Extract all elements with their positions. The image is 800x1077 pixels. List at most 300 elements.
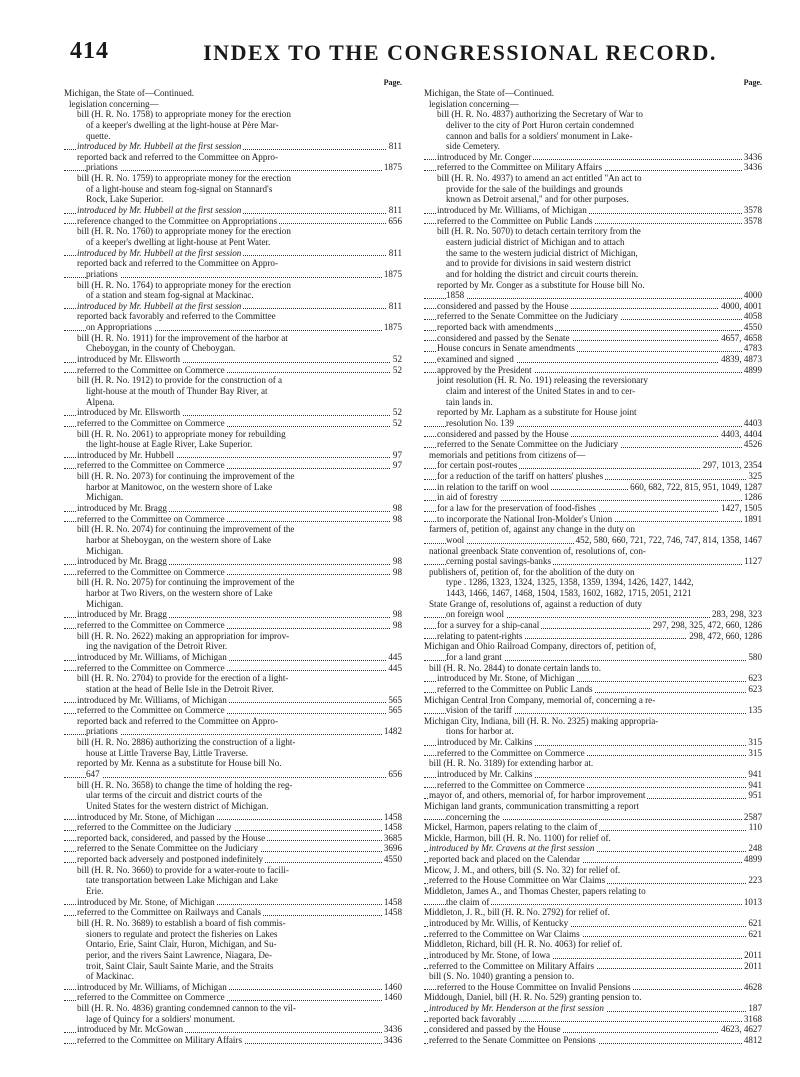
- entry-text: introduced by Mr. Bragg: [77, 556, 167, 567]
- entry-text: introduced by Mr. Hubbell at the first session: [77, 205, 242, 216]
- entry-text: referred to the Senate Committee on Pensions: [429, 1035, 596, 1046]
- page-reference: 3685: [383, 832, 402, 843]
- index-entry: [64, 822, 402, 833]
- index-entry: [64, 237, 402, 248]
- index-entry: [64, 663, 402, 674]
- entry-text: harbor at Two Rivers, on the western shore of Lake: [86, 588, 273, 599]
- index-entry: [64, 875, 402, 886]
- page-reference: 4623, 4627: [721, 1024, 762, 1035]
- index-entry: [424, 780, 762, 791]
- index-entry: [424, 971, 762, 982]
- index-entry: [64, 971, 402, 982]
- index-entry: [424, 663, 762, 674]
- index-entry: [424, 88, 762, 99]
- entry-text: considered and passed by the Senate: [437, 332, 570, 343]
- page-reference: 4526: [743, 439, 762, 450]
- entry-text: Middleton, James A., and Thomas Chester, papers relating to: [424, 886, 646, 897]
- index-entry: [424, 439, 762, 450]
- page-reference: 1286: [743, 492, 762, 503]
- index-entry: [64, 88, 402, 99]
- page-header: [0, 38, 800, 68]
- entry-text: of a station and steam fog-signal at Mackinac.: [86, 290, 254, 301]
- index-entry: [64, 514, 402, 525]
- entry-text: introduced by Mr. Henderson at the first session: [429, 1003, 604, 1014]
- entry-text: referred to the Committee on Railways and Canals: [77, 907, 262, 918]
- entry-text: Rock, Lake Superior.: [86, 194, 164, 205]
- entry-text: bill (H. R. No. 5070) to detach certain territory from the: [437, 226, 641, 237]
- index-entry: [424, 524, 762, 535]
- entry-text: bill (H. R. No. 3189) for extending harbor at.: [429, 758, 594, 769]
- page-reference: 4657, 4658: [721, 332, 762, 343]
- page-reference: 811: [388, 141, 402, 152]
- index-entry: [424, 162, 762, 173]
- entry-text: 1443, 1466, 1467, 1468, 1504, 1583, 1602, 1682, 1715, 2051, 2121: [446, 588, 692, 599]
- index-entry: [64, 194, 402, 205]
- index-entry: [424, 184, 762, 195]
- entry-text: Alpena.: [86, 396, 115, 407]
- entry-text: referred to the House Committee on Invalid Pensions: [437, 981, 631, 992]
- entry-text: bill (H. R. No. 2061) to appropriate money for rebuilding: [77, 428, 286, 439]
- index-entry: [64, 907, 402, 918]
- entry-text: introduced by Mr. Willis, of Kentucky: [429, 917, 569, 928]
- entry-text: bill (H. R. No. 3658) to change the time of holding the reg-: [77, 779, 293, 790]
- page-title: INDEX TO THE CONGRESSIONAL RECORD.: [203, 40, 717, 65]
- page-reference: 297, 298, 325, 472, 660, 1286: [652, 620, 762, 631]
- entry-text: referred to the Committee on Commerce: [77, 566, 225, 577]
- index-entry: [424, 950, 762, 961]
- entry-text: referred to the Senate Committee on the Judiciary: [437, 311, 619, 322]
- entry-text: legislation concerning—: [429, 98, 519, 109]
- entry-text: to incorporate the National Iron-Molder's Union: [437, 513, 613, 524]
- index-entry: [64, 652, 402, 663]
- entry-text: mayor of, and others, memorial of, for harbor improvement: [429, 790, 646, 801]
- index-entry: [64, 397, 402, 408]
- index-entry: [424, 514, 762, 525]
- index-entry: [64, 567, 402, 578]
- entry-text: reported by Mr. Lapham as a substitute for House joint: [437, 407, 637, 418]
- entry-text: 1858: [446, 290, 465, 301]
- index-entry: [64, 482, 402, 493]
- entry-text: referred to the Senate Committee on the Judiciary: [437, 439, 619, 450]
- index-entry: [64, 226, 402, 237]
- page-reference: 1875: [383, 268, 402, 279]
- entry-text: introduced by Mr. Williams, of Michigan: [77, 694, 227, 705]
- index-entry: [64, 556, 402, 567]
- entry-text: reported back favorably and referred to the Committee: [77, 311, 276, 322]
- index-entry: [64, 322, 402, 333]
- index-entry: [64, 173, 402, 184]
- index-entry: [424, 248, 762, 259]
- page-reference: 297, 1013, 2354: [702, 460, 762, 471]
- entry-text: harbor at Sheboygan, on the western shore of Lake: [86, 534, 272, 545]
- index-entry: [64, 471, 402, 482]
- entry-text: Michigan.: [86, 492, 124, 503]
- page-label: Page.: [383, 78, 402, 87]
- entry-text: Michigan, the State of—Continued.: [424, 88, 555, 98]
- index-entry: [424, 460, 762, 471]
- index-entry: [64, 897, 402, 908]
- index-entry: [424, 641, 762, 652]
- entry-text: bill (H. R. No. 1758) to appropriate money for the erection: [77, 109, 291, 120]
- entry-text: bill (H. R. No. 1911) for the improvement of the harbor at: [77, 332, 288, 343]
- index-entry: [424, 109, 762, 120]
- index-entry: [424, 546, 762, 557]
- index-entry: [64, 503, 402, 514]
- index-entry: [424, 833, 762, 844]
- entry-text: bill (H. R. No. 2844) to donate certain lands to.: [429, 662, 601, 673]
- page-reference: 1875: [383, 322, 402, 333]
- entry-text: referred to the Committee on Military Affairs: [429, 960, 594, 971]
- entry-text: the same to the western judicial district of Michigan,: [446, 247, 638, 258]
- entry-text: concerning the: [446, 811, 500, 822]
- entry-text: bill (H. R. No. 1764) to appropriate money for the erection: [77, 279, 291, 290]
- page-reference: 3436: [383, 1035, 402, 1046]
- entry-text: Middleton, J. R., bill (H. R. No. 2792) for relief of.: [424, 907, 610, 918]
- entry-text: Mickle, Harmon, bill (H. R. No. 1100) for relief of.: [424, 832, 611, 843]
- page-reference: 565: [388, 705, 402, 716]
- index-entry: [424, 982, 762, 993]
- entry-text: considered and passed by the House: [429, 1024, 561, 1035]
- entry-text: introduced by Mr. Ellsworth: [77, 354, 181, 365]
- page-reference: 4000, 4001: [721, 300, 762, 311]
- page-reference: 315: [748, 737, 762, 748]
- entry-text: the light-house at Eagle River, Lake Superior.: [86, 439, 253, 450]
- page-reference: 1891: [743, 513, 762, 524]
- entry-text: and for holding the district and circuit courts therein.: [446, 268, 639, 279]
- entry-text: House concurs in Senate amendments: [437, 343, 575, 354]
- entry-text: introduced by Mr. Bragg: [77, 609, 167, 620]
- index-entry: [64, 929, 402, 940]
- index-entry: [64, 705, 402, 716]
- index-column-left: [64, 78, 402, 1046]
- entry-text: claim and interest of the United States in and to cer-: [446, 385, 636, 396]
- index-entry: [424, 131, 762, 142]
- entry-text: referred to the Committee on Military Affairs: [77, 1035, 242, 1046]
- index-entry: [64, 280, 402, 291]
- page-reference: 656: [388, 215, 402, 226]
- entry-text: for certain post-routes: [437, 460, 518, 471]
- index-entry: [424, 418, 762, 429]
- page-reference: 621: [748, 928, 762, 939]
- index-entry: [64, 961, 402, 972]
- entry-text: referred to the Committee on Commerce: [77, 992, 225, 1003]
- entry-text: reported by Mr. Conger as a substitute for House bill No.: [437, 279, 645, 290]
- index-entry: [64, 152, 402, 163]
- index-entry: [64, 641, 402, 652]
- index-entry: [64, 535, 402, 546]
- index-entry: [64, 365, 402, 376]
- index-entry: [424, 194, 762, 205]
- page-reference: 4899: [743, 364, 762, 375]
- index-entry: [64, 716, 402, 727]
- index-entry: [424, 652, 762, 663]
- entry-text: introduced by Mr. Conger: [437, 151, 532, 162]
- page-reference: 4403: [743, 417, 762, 428]
- index-entry: [424, 929, 762, 940]
- index-entry: [64, 790, 402, 801]
- entry-text: quette.: [86, 130, 111, 141]
- entry-text: of a light-house and steam fog-signal on Stannard's: [86, 183, 273, 194]
- page-reference: 52: [392, 364, 402, 375]
- entry-text: cannon and balls for a soldiers' monument in Lake-: [446, 130, 633, 141]
- page-reference: 580: [748, 651, 762, 662]
- entry-text: referred to the Committee on Commerce: [437, 779, 585, 790]
- index-entry: [64, 609, 402, 620]
- page-reference: 4783: [743, 343, 762, 354]
- entry-text: referred to the Committee on Public Lands: [437, 215, 593, 226]
- page-reference: 4403, 4404: [721, 428, 762, 439]
- entry-text: bill (S. No. 1040) granting a pension to.: [429, 971, 574, 982]
- entry-text: wool: [446, 534, 465, 545]
- entry-text: referred to the Committee on the Judiciary: [77, 822, 232, 833]
- page-reference: 811: [388, 205, 402, 216]
- page-reference: 97: [392, 460, 402, 471]
- index-entry: [424, 482, 762, 493]
- index-entry: [64, 695, 402, 706]
- page-reference: 3578: [743, 215, 762, 226]
- index-entry: [424, 492, 762, 503]
- page-reference: 565: [388, 694, 402, 705]
- index-entry: [64, 546, 402, 557]
- index-entry: [424, 152, 762, 163]
- index-entry: [424, 843, 762, 854]
- entry-text: for a land grant: [446, 651, 502, 662]
- index-entry: [424, 99, 762, 110]
- index-entry: [424, 237, 762, 248]
- entry-text: bill (H. R. No. 3689) to establish a board of fish commis-: [77, 917, 286, 928]
- page-reference: 660, 682, 722, 815, 951, 1049, 1287: [630, 481, 762, 492]
- entry-text: referred to the Senate Committee on the Judiciary: [77, 843, 259, 854]
- index-entry: [64, 992, 402, 1003]
- index-entry: [64, 801, 402, 812]
- index-entry: [64, 843, 402, 854]
- entry-text: publishers of, petition of, for the abolition of the duty on: [429, 566, 635, 577]
- entry-text: introduced by Mr. Stone, of Iowa: [429, 949, 550, 960]
- page-reference: 951: [748, 790, 762, 801]
- index-entry: [64, 375, 402, 386]
- index-entry: [424, 673, 762, 684]
- entry-text: referred to the Committee on Commerce: [77, 513, 225, 524]
- page-reference: 98: [392, 513, 402, 524]
- index-entry: [424, 992, 762, 1003]
- entry-text: introduced by Mr. Stone, of Michigan: [437, 673, 575, 684]
- index-entry: [424, 758, 762, 769]
- entry-text: referred to the Committee on Military Affairs: [437, 162, 602, 173]
- index-entry: [424, 897, 762, 908]
- page-reference: 98: [392, 502, 402, 513]
- index-entry: [424, 812, 762, 823]
- index-entry: [424, 588, 762, 599]
- entry-text: ular terms of the circuit and district courts of the: [86, 790, 263, 801]
- index-entry: [424, 397, 762, 408]
- entry-text: introduced by Mr. Williams, of Michigan: [77, 651, 227, 662]
- entry-text: tain lands in.: [446, 396, 493, 407]
- entry-text: resolution No. 139: [446, 417, 514, 428]
- index-entry: [424, 205, 762, 216]
- entry-text: referred to the Committee on Commerce: [437, 747, 585, 758]
- entry-text: Michigan.: [86, 545, 124, 556]
- index-entry: [64, 184, 402, 195]
- entry-text: reported back and placed on the Calendar: [429, 854, 580, 865]
- index-entry: [64, 918, 402, 929]
- entry-text: referred to the Committee on Commerce: [77, 705, 225, 716]
- index-entry: [424, 716, 762, 727]
- entry-text: reported back, considered, and passed by the House: [77, 832, 266, 843]
- entry-text: tions for harbor at.: [446, 726, 514, 737]
- page-reference: 621: [748, 917, 762, 928]
- index-entry: [64, 258, 402, 269]
- entry-text: referred to the Committee on Public Lands: [437, 683, 593, 694]
- page-reference: 2011: [744, 949, 762, 960]
- page-reference: 4550: [383, 854, 402, 865]
- index-entry: [64, 1014, 402, 1025]
- entry-text: reported back and referred to the Committee on Appro-: [77, 258, 278, 269]
- entry-text: priations: [86, 726, 118, 737]
- entry-text: introduced by Mr. Hubbell: [77, 449, 174, 460]
- page-reference: 445: [388, 651, 402, 662]
- entry-text: introduced by Mr. Bragg: [77, 502, 167, 513]
- entry-text: introduced by Mr. Stone, of Michigan: [77, 811, 215, 822]
- entry-text: introduced by Mr. Williams, of Michigan: [77, 981, 227, 992]
- index-entry: [424, 567, 762, 578]
- index-entry: [64, 269, 402, 280]
- index-entry: [424, 386, 762, 397]
- index-entry: [64, 748, 402, 759]
- index-entry: [424, 769, 762, 780]
- index-entry: [424, 748, 762, 759]
- page-reference: 3696: [383, 843, 402, 854]
- entry-text: examined and signed: [437, 354, 514, 365]
- page-reference: 98: [392, 620, 402, 631]
- entry-text: introduced by Mr. Williams, of Michigan: [437, 205, 587, 216]
- index-entry: [64, 460, 402, 471]
- page-reference: 452, 580, 660, 721, 722, 746, 747, 814, 1358, 1467: [575, 534, 762, 545]
- page-reference: 3436: [743, 162, 762, 173]
- page-reference: 1427, 1505: [721, 502, 762, 513]
- entry-text: bill (H. R. No. 2074) for continuing the improvement of the: [77, 524, 295, 535]
- entry-text: tate transportation between Lake Michigan and Lake: [86, 875, 278, 886]
- entry-text: Michigan Central Iron Company, memorial of, concerning a re-: [424, 694, 656, 705]
- page-reference: 3578: [743, 205, 762, 216]
- page-reference: 811: [388, 247, 402, 258]
- index-entry: [64, 769, 402, 780]
- index-entry: [424, 822, 762, 833]
- entry-text: referred to the Committee on War Claims: [429, 928, 580, 939]
- entry-text: United States for the western district of Michigan.: [86, 800, 269, 811]
- entry-text: introduced by Mr. Calkins: [437, 769, 533, 779]
- index-entry: [64, 120, 402, 131]
- entry-text: Middleton, Richard, bill (H. R. No. 4063) for relief of.: [424, 939, 623, 950]
- entry-text: legislation concerning—: [69, 98, 159, 109]
- entry-text: of a keeper's dwelling at light-house at Pent Water.: [86, 236, 271, 247]
- entry-text: bill (H. R. No. 2622) making an appropriation for improv-: [77, 630, 290, 641]
- entry-text: in aid of forestry: [437, 492, 498, 503]
- index-entry: [64, 780, 402, 791]
- entry-text: Michigan, the State of—Continued.: [64, 88, 195, 98]
- entry-text: Mickel, Harmon, papers relating to the claim of: [424, 822, 598, 833]
- page-reference: 445: [388, 662, 402, 673]
- page-reference: 1458: [383, 822, 402, 833]
- entry-text: side Cemetery.: [446, 141, 500, 152]
- entry-text: of Mackinac.: [86, 971, 134, 982]
- entry-text: priations: [86, 268, 118, 279]
- index-entry: [64, 620, 402, 631]
- index-entry: [424, 886, 762, 897]
- entry-text: lage of Quincy for a soldiers' monument.: [86, 1013, 235, 1024]
- index-entry: [64, 386, 402, 397]
- page-reference: 1458: [383, 907, 402, 918]
- index-entry: [64, 854, 402, 865]
- page-reference: 941: [748, 769, 762, 779]
- entry-text: for a reduction of the tariff on hatters' plushes: [437, 471, 604, 482]
- index-entry: [424, 1024, 762, 1035]
- entry-text: Michigan and Ohio Railroad Company, directors of, petition of,: [424, 641, 657, 652]
- index-entry: [424, 535, 762, 546]
- page-reference: 4899: [743, 854, 762, 865]
- entry-text: referred to the Committee on Commerce: [77, 460, 225, 471]
- entry-text: cerning postal savings-banks: [446, 556, 552, 567]
- entry-text: introduced by Mr. Hubbell at the first session: [77, 141, 242, 152]
- page-reference: 52: [392, 417, 402, 428]
- index-entry: [424, 258, 762, 269]
- entry-text: relating to patent-rights: [437, 630, 523, 641]
- index-entry: [424, 599, 762, 610]
- entry-text: the claim of: [446, 896, 490, 907]
- index-entry: [64, 407, 402, 418]
- entry-text: bill (H. R. No. 4836) granting condemned cannon to the vil-: [77, 1003, 296, 1014]
- page-reference: 98: [392, 609, 402, 620]
- entry-text: referred to the Committee on Commerce: [77, 364, 225, 375]
- index-entry: [424, 290, 762, 301]
- index-entry: [424, 631, 762, 642]
- index-entry: [424, 1035, 762, 1046]
- page-reference: 1013: [743, 896, 762, 907]
- index-entry: [64, 588, 402, 599]
- index-entry: [424, 450, 762, 461]
- page-reference: 623: [748, 673, 762, 684]
- index-entry: [64, 492, 402, 503]
- index-entry: [64, 311, 402, 322]
- index-entry: [424, 343, 762, 354]
- index-entry: [424, 875, 762, 886]
- index-entry: [64, 450, 402, 461]
- index-entry: [424, 280, 762, 291]
- entry-text: known as Detroit arsenal," and for other purposes.: [446, 194, 629, 205]
- page-reference: 4812: [743, 1035, 762, 1046]
- index-entry: [424, 790, 762, 801]
- entry-text: house at Little Traverse Bay, Little Traverse.: [86, 747, 249, 758]
- entry-text: on Appropriations: [86, 322, 152, 333]
- page-number: 414: [70, 38, 109, 64]
- entry-text: bill (H. R. No. 2073) for continuing the improvement of the: [77, 471, 295, 482]
- index-entry: [424, 269, 762, 280]
- index-entry: [64, 109, 402, 120]
- index-entry: [64, 1035, 402, 1046]
- entry-text: Ontario, Erie, Saint Clair, Huron, Michigan, and Su-: [86, 939, 277, 950]
- entry-text: considered and passed by the House: [437, 428, 569, 439]
- index-entries-right: [424, 88, 762, 1046]
- page-reference: 325: [748, 471, 762, 482]
- page-reference: 4550: [743, 322, 762, 333]
- entry-text: deliver to the city of Port Huron certain condemned: [446, 119, 634, 130]
- entry-text: bill (H. R. No. 1912) to provide for the construction of a: [77, 375, 283, 386]
- entry-text: Erie.: [86, 886, 104, 897]
- entry-text: reported back and referred to the Committee on Appro-: [77, 151, 278, 162]
- entry-text: provide for the sale of the buildings and grounds: [446, 183, 623, 194]
- index-entry: [424, 939, 762, 950]
- index-entry: [64, 429, 402, 440]
- index-entry: [64, 354, 402, 365]
